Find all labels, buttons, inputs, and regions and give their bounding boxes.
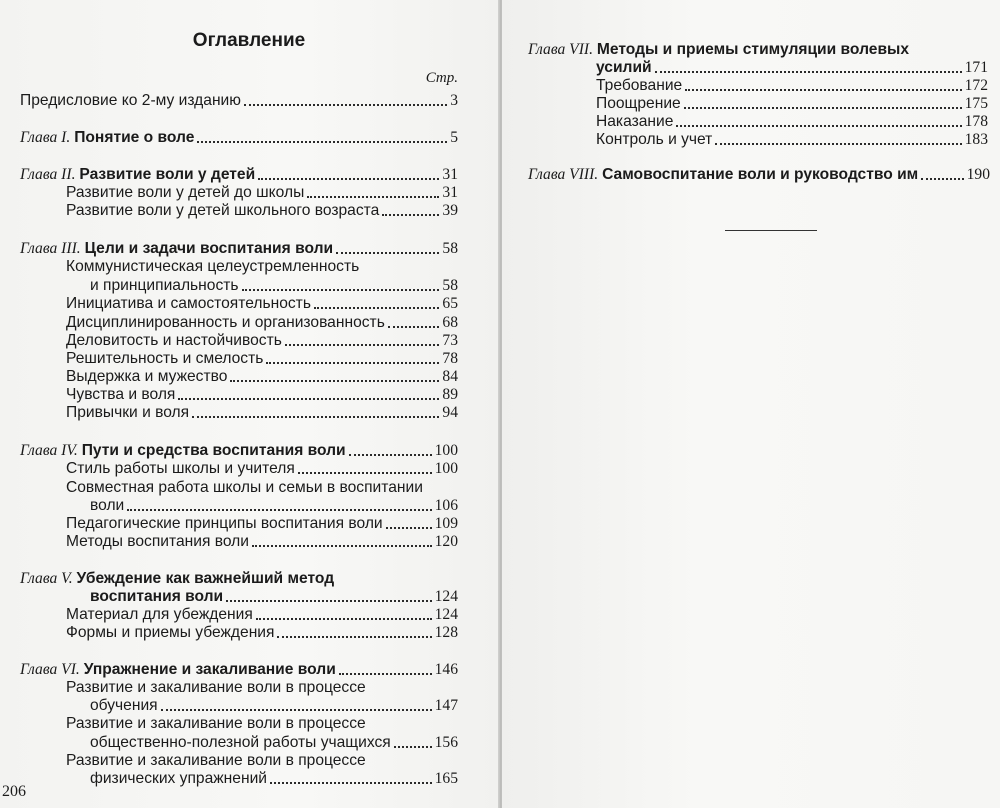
leader-dots [270, 782, 432, 784]
toc-entry[interactable] [596, 130, 988, 152]
toc-entry-text: Развитие и закаливание воли в процессе [66, 752, 366, 769]
toc-page-number: 84 [442, 368, 458, 385]
toc-entry-text: Материал для убеждения [66, 606, 253, 623]
toc-entry-text: Чувства и воля [66, 386, 176, 403]
page-title: Оглавление [192, 30, 306, 51]
chapter-label: Глава VIII. [528, 166, 599, 183]
toc-page-number: 94 [442, 404, 458, 421]
leader-dots [349, 454, 432, 456]
leader-dots [382, 214, 439, 216]
leader-dots [226, 600, 431, 602]
leader-dots [277, 636, 431, 638]
toc-entry-text: Упражнение и закаливание воли [83, 661, 336, 678]
page-number-footer: 206 [2, 783, 26, 800]
toc-entry-text: Самовоспитание воли и руководство им [602, 166, 919, 183]
toc-page-number: 58 [442, 277, 458, 294]
toc-entry-text: Предисловие ко 2-му изданию [20, 92, 241, 109]
toc-page-number: 68 [442, 314, 458, 331]
leader-dots [127, 509, 431, 511]
toc-entry-text: Методы и приемы стимуляции волевых [596, 41, 910, 58]
leader-dots [655, 71, 962, 73]
section-end-rule [725, 230, 817, 231]
toc-entry-text: Выдержка и мужество [66, 368, 228, 385]
toc-entry-text: Поощрение [596, 95, 681, 112]
leader-dots [242, 289, 440, 291]
toc-entry-text: физических упражнений [90, 770, 267, 787]
leader-dots [684, 107, 962, 109]
leader-dots [676, 125, 961, 127]
leader-dots [192, 416, 439, 418]
leader-dots [339, 673, 432, 675]
toc-entry-text: Цели и задачи воспитания воли [84, 240, 334, 257]
leader-dots [285, 344, 440, 346]
toc-page-number: 156 [434, 734, 458, 751]
toc-entry[interactable] [66, 201, 458, 223]
leader-dots [394, 746, 432, 748]
toc-page-number: 89 [442, 386, 458, 403]
toc-entry-text: Развитие воли у детей [79, 166, 256, 183]
leader-dots [386, 527, 432, 529]
leader-dots [685, 89, 961, 91]
toc-page-number: 39 [442, 202, 458, 219]
toc-entry-text: Наказание [596, 113, 674, 130]
chapter-label: Глава IV. [20, 442, 78, 459]
toc-entry[interactable] [20, 91, 458, 113]
toc-page-number: 100 [434, 460, 458, 477]
leader-dots [314, 307, 439, 309]
toc-entry-text: Методы воспитания воли [66, 533, 249, 550]
leader-dots [258, 178, 439, 180]
toc-entry-text: Развитие воли у детей до школы [66, 184, 305, 201]
toc-entry-text: Развитие и закаливание воли в процессе [66, 715, 366, 732]
toc-entry-text: Совместная работа школы и семьи в воспитании [66, 479, 423, 496]
leader-dots [256, 618, 432, 620]
toc-entry-text: усилий [596, 59, 652, 76]
leader-dots [715, 143, 961, 145]
toc-page-number: 165 [434, 770, 458, 787]
toc-entry-text: обучения [90, 697, 158, 714]
toc-page-number: 31 [442, 166, 458, 183]
toc-entry-text: Развитие и закаливание воли в процессе [66, 679, 366, 696]
chapter-label: Глава II. [20, 166, 76, 183]
toc-page-number: 106 [434, 497, 458, 514]
toc-page-number: 31 [442, 184, 458, 201]
leader-dots [178, 398, 439, 400]
leader-dots [230, 380, 439, 382]
toc-entry-text: Убеждение как важнейший метод [76, 570, 335, 587]
toc-entry[interactable] [66, 403, 458, 425]
toc-page-number: 147 [434, 697, 458, 714]
toc-entry-text: Привычки и воля [66, 404, 190, 421]
toc-page-number: 175 [964, 95, 988, 112]
leader-dots [197, 141, 447, 143]
chapter-label: Глава I. [20, 129, 71, 146]
toc-entry-text: Формы и приемы убеждения [66, 624, 275, 641]
leader-dots [244, 104, 447, 106]
toc-entry-text: Решительность и смелость [66, 350, 264, 367]
toc-page-number: 183 [964, 131, 988, 148]
leader-dots [307, 196, 439, 198]
toc-page-number: 190 [966, 166, 990, 183]
toc-page-number: 124 [434, 606, 458, 623]
toc-entry[interactable] [66, 623, 458, 645]
leader-dots [161, 709, 432, 711]
leader-dots [298, 472, 432, 474]
toc-chapter-entry[interactable] [20, 128, 458, 150]
toc-page-number: 5 [450, 129, 458, 146]
toc-entry-text: Деловитость и настойчивость [66, 332, 282, 349]
toc-entry-text: Педагогические принципы воспитания воли [66, 515, 383, 532]
toc-entry-text: воспитания воли [90, 588, 224, 605]
toc-page-number: 100 [434, 442, 458, 459]
toc-entry-text: Требование [596, 77, 683, 94]
leader-dots [252, 545, 432, 547]
toc-page-number: 78 [442, 350, 458, 367]
toc-entry-text: Развитие воли у детей школьного возраста [66, 202, 380, 219]
chapter-label: Глава V. [20, 570, 73, 587]
left-page [0, 0, 498, 808]
toc-entry-text: Стиль работы школы и учителя [66, 460, 295, 477]
toc-page-number: 3 [450, 92, 458, 109]
toc-page-number: 172 [964, 77, 988, 94]
page-column-label: Стр. [425, 70, 458, 86]
chapter-label: Глава VII. [528, 41, 593, 58]
leader-dots [266, 362, 439, 364]
toc-entry-text: и принципиальность [90, 277, 239, 294]
toc-entry-text: Контроль и учет [596, 131, 713, 148]
chapter-label: Глава VI. [20, 661, 80, 678]
toc-page-number: 178 [964, 113, 988, 130]
toc-page-number: 58 [442, 240, 458, 257]
leader-dots [336, 252, 439, 254]
toc-page-number: 171 [964, 59, 988, 76]
right-page [502, 0, 1000, 808]
toc-entry-text: Коммунистическая целеустремленность [66, 258, 360, 275]
toc-page-number: 65 [442, 295, 458, 312]
leader-dots [921, 178, 963, 180]
toc-entry-text: Дисциплинированность и организованность [66, 314, 385, 331]
toc-entry[interactable] [90, 769, 458, 791]
leader-dots [388, 326, 440, 328]
toc-entry-text: общественно-полезной работы учащихся [90, 734, 391, 751]
toc-entry[interactable] [66, 532, 458, 554]
toc-entry-text: Инициатива и самостоятельность [66, 295, 311, 312]
toc-entry-text: Понятие о воле [74, 129, 195, 146]
toc-page-number: 120 [434, 533, 458, 550]
toc-page-number: 109 [434, 515, 458, 532]
toc-page-number: 73 [442, 332, 458, 349]
toc-entry-text: воли [90, 497, 125, 514]
toc-chapter-entry[interactable] [528, 165, 990, 187]
chapter-label: Глава III. [20, 240, 81, 257]
toc-entry-text: Пути и средства воспитания воли [81, 442, 346, 459]
toc-page-number: 124 [434, 588, 458, 605]
toc-page-number: 146 [434, 661, 458, 678]
toc-page-number: 128 [434, 624, 458, 641]
